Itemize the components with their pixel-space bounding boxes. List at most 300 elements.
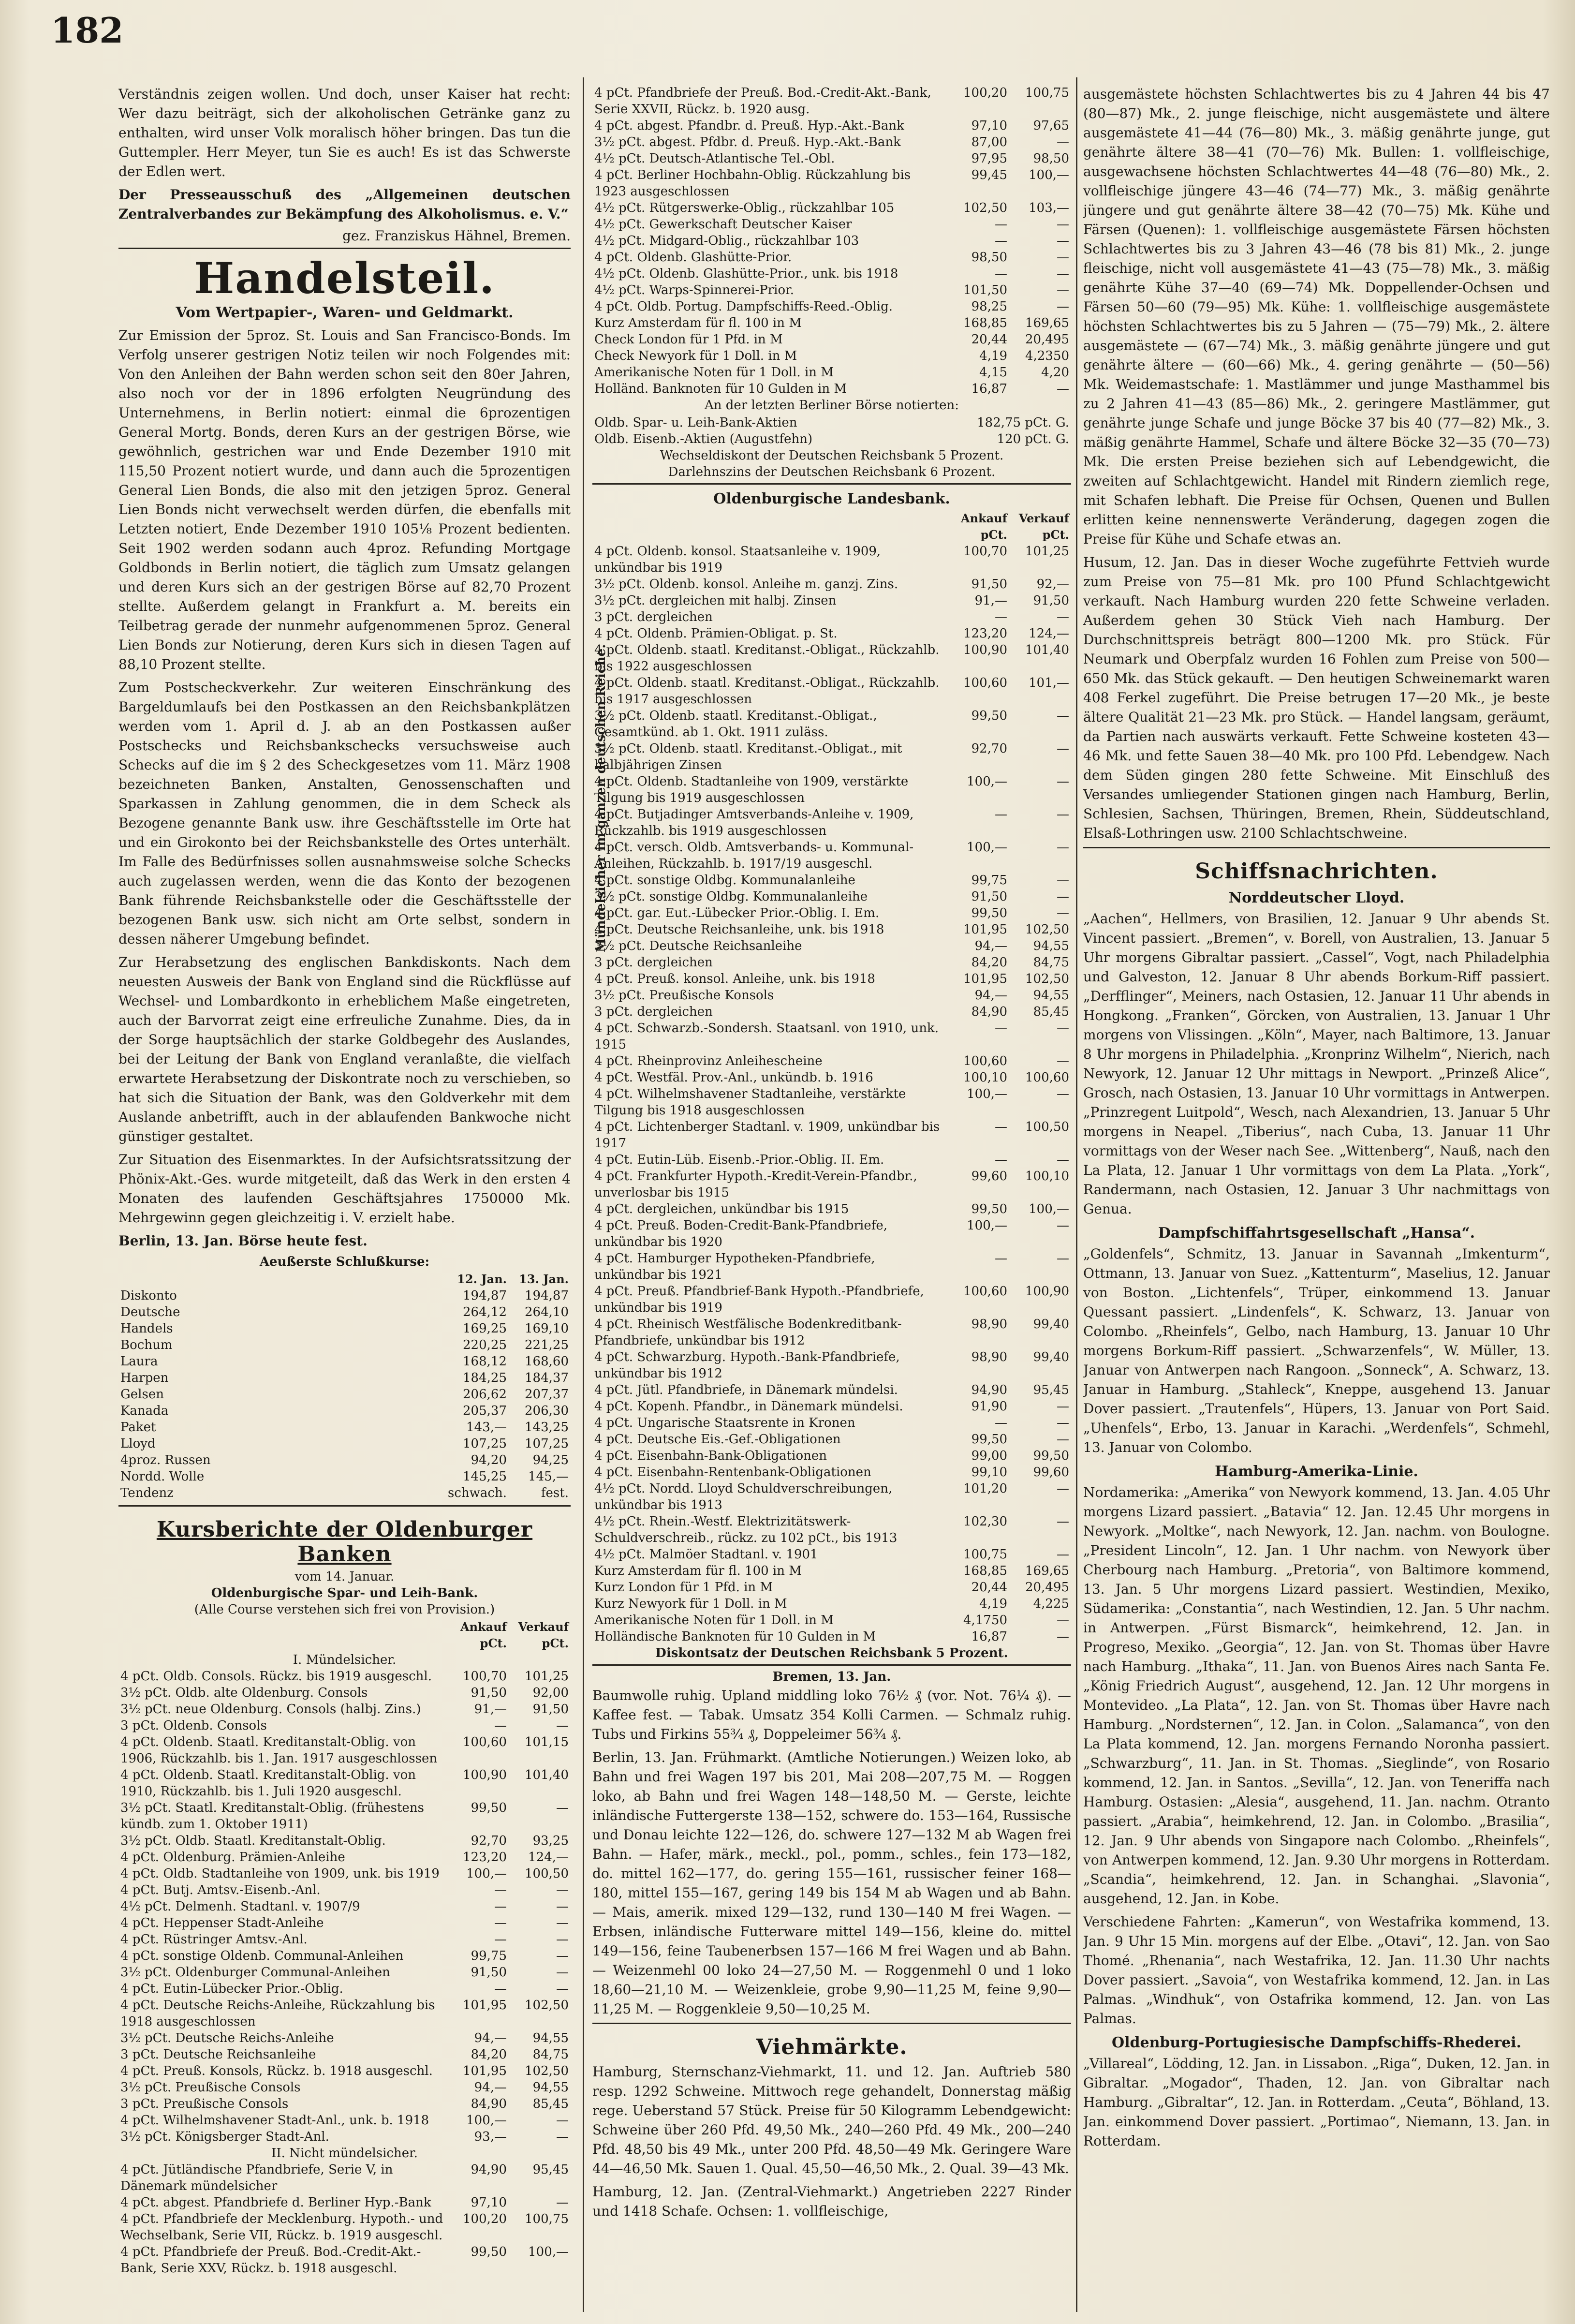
table-row <box>592 1579 1071 1596</box>
row-value: 99,40 <box>1033 1350 1069 1364</box>
table-row <box>118 2096 571 2112</box>
row-value: 94,— <box>974 939 1007 953</box>
table-row <box>592 118 1071 134</box>
table-row <box>592 1382 1071 1398</box>
row-value: 101,— <box>1029 676 1069 690</box>
row-value: 84,90 <box>471 2097 507 2111</box>
row-value: 169,65 <box>1025 316 1069 330</box>
row-value: — <box>1057 906 1069 920</box>
row-value: 85,45 <box>1033 1005 1069 1019</box>
table-row <box>592 364 1071 381</box>
table-row <box>592 971 1071 987</box>
row-value: — <box>1057 1432 1069 1447</box>
row-value: 107,25 <box>525 1436 569 1451</box>
row-value: 264,12 <box>463 1305 507 1319</box>
row-value: 99,45 <box>971 168 1007 182</box>
row-label: 4 pCt. versch. Oldb. Amtsverbands- u. Kommunal-Anleihen, Rückzahlb. b. 1917/19 ausgeschl. <box>594 840 914 871</box>
row-value: — <box>995 1021 1007 1036</box>
table-row <box>118 2063 571 2079</box>
row-value: — <box>995 1416 1007 1430</box>
row-value: — <box>1057 1547 1069 1562</box>
row-value: 124,— <box>1029 626 1069 641</box>
table-row <box>592 987 1071 1004</box>
row-value: 99,10 <box>971 1465 1007 1480</box>
table-row <box>118 1833 571 1849</box>
table-row <box>118 2046 571 2063</box>
table-row <box>118 1320 571 1337</box>
table-row <box>592 315 1071 331</box>
row-value: 99,50 <box>1033 1449 1069 1463</box>
row-value: — <box>1057 299 1069 314</box>
row-value: 100,70 <box>963 544 1007 559</box>
row-value: 16,87 <box>971 382 1007 396</box>
row-value: 102,50 <box>525 2064 569 2078</box>
row-label: 3½ pCt. sonstige Oldbg. Kommunalanleihe <box>594 889 868 904</box>
row-label: Kurz Amsterdam für fl. 100 in M <box>594 316 802 330</box>
berliner-head: An der letzten Berliner Börse notierten: <box>704 398 959 413</box>
row-value: 207,37 <box>525 1387 569 1402</box>
row-value: — <box>494 1718 507 1733</box>
table-row <box>118 1337 571 1353</box>
row-value: 94,55 <box>1033 988 1069 1003</box>
row-value: — <box>1057 1481 1069 1496</box>
oldb-table <box>118 1619 571 2277</box>
row-value: 92,70 <box>471 1834 507 1848</box>
row-value: 102,50 <box>1025 922 1069 937</box>
table-row <box>592 888 1071 905</box>
row-label: 3½ pCt. Oldenburger Communal-Anleihen <box>120 1965 390 1980</box>
table-row <box>118 1882 571 1898</box>
row-label: 4 pCt. Jütländische Pfandbriefe, Serie V, in Dänemark mündelsicher <box>120 2162 393 2193</box>
row-value: 102,30 <box>963 1514 1007 1529</box>
table-row <box>592 249 1071 266</box>
row-value: — <box>995 610 1007 624</box>
berlin-exchange-head: Berlin, 13. Jan. Börse heute fest. <box>118 1233 368 1249</box>
table-row <box>118 1386 571 1403</box>
table-row <box>118 1800 571 1833</box>
row-value: 20,44 <box>971 332 1007 347</box>
row-label: Check London für 1 Pfd. in M <box>594 332 783 347</box>
row-value: 168,85 <box>963 1564 1007 1578</box>
column-3 <box>1083 85 1550 2314</box>
vieh-text: Hamburg, Sternschanz-Viehmarkt, 11. und 12. Jan. Auftrieb 580 resp. 1292 Schweine. Mittwoch rege gehandelt, Donnerstag mäßig rege. Ueberstand 57 Stück. Preise für 50 Kilogramm Lebendgewicht: Schweine über 260 Pfd. 49,50 Mk., 240—260 Pfd. 49 Mk., 200—240 Pfd. 48,50 bis 49 Mk., unter 200 Pfd. 48,50—49 Mk. Geringere Ware 44—46,50 Mk. Sauen 1. Qual. 45,50—46,50 Mk., 2. Qual. 39—43 Mk. <box>592 2064 1071 2176</box>
row-value: 102,50 <box>963 201 1007 215</box>
row-label: 4½ pCt. Deutsch-Atlantische Tel.-Obl. <box>594 151 835 166</box>
table-row <box>592 431 1071 447</box>
berliner-table <box>592 414 1071 447</box>
row-label: 4 pCt. Rüstringer Amtsv.-Anl. <box>120 1932 308 1947</box>
row-label: 3½ pCt. Oldb. Staatl. Kreditanstalt-Oblig. <box>120 1834 386 1848</box>
table-row <box>592 381 1071 397</box>
row-value: 91,50 <box>1033 593 1069 608</box>
row-label: 3½ pCt. Preußische Konsols <box>594 988 774 1003</box>
row-label: Holländ. Banknoten für 10 Gulden in M <box>594 382 847 396</box>
wechsel-diskont: Wechseldiskont der Deutschen Reichsbank 5 Prozent. <box>660 448 1004 463</box>
table-row <box>592 1628 1071 1645</box>
vieh-continued: ausgemästete höchsten Schlachtwertes bis zu 4 Jahren 44 bis 47 (80—87) Mk., 2. junge fleischige, nicht ausgemästete und ältere ausgemästete 41—44 (76—80) Mk., 3. mäßig genährte junge, gut genährte ältere 38—41 (70—76) Mk. Bullen: 1. vollfleischige, ausgewachsene höchsten Schlachtwertes 44—48 (76—80) Mk., 2. vollfleischige jüngere 43—46 (74—77) Mk., 3. mäßig genährte jüngere und gut genährte ältere 38—42 (70—75) Mk. Kühe und Färsen (Quenen): 1. vollfleischige ausgemästete Färsen höchsten Schlachtwertes bis zu 3 Jahren 43—46 (78 bis 81) Mk., 2. junge fleischige, nicht voll ausgemästete 41—43 (75—78) Mk., 3. mäßig genährte Kühe 37—40 (69—74) Mk. Doppellender-Ochsen und Färsen 50—60 (79—95) Mk. Kühe: 1. vollfleischige ausgemästete höchsten Schlachtwertes bis zu 5 Jahren — (75—79) Mk., 2. ältere ausgemästete — (67—74) Mk., 3. mäßig genährte jüngere und gut genährte ältere — (60—66) Mk., 4. gering genährte — (50—56) Mk. Weidemastschafe: 1. Mastlämmer und junge Masthammel bis zu 2 Jahren 41—43 (85—86) Mk., 2. geringere Mastlämmer, gut genährte junge Schafe und junge Böcke 37 bis 40 (77—82) Mk., 3. mäßig genährte Hammel, Schafe und ältere Böcke 32—35 (70—73) Mk. Die ersten Preise beziehen sich auf Lebendgewicht, die zweiten auf Schlachtgewicht. Handel mit Rindern ziemlich rege, mit Schafen lebhaft. Die Preise für Ochsen, Quenen und Bullen erlitten keine nennenswerte Veränderung, dagegen zogen die Preise für Kühe und Schafe etwas an. <box>1083 86 1550 547</box>
row-label: 4 pCt. Rheinisch Westfälische Bodenkreditbank-Pfandbriefe, unkündbar bis 1912 <box>594 1317 902 1348</box>
row-label: 4½ pCt. Gewerkschaft Deutscher Kaiser <box>594 217 852 232</box>
row-value: 93,25 <box>532 1834 569 1848</box>
row-value: 101,15 <box>525 1735 569 1749</box>
table-row <box>118 1403 571 1419</box>
row-value: — <box>1057 1416 1069 1430</box>
row-label: 4 pCt. abgest. Pfandbr. d. Preuß. Hyp.-Akt.-Bank <box>594 118 904 133</box>
row-value: 84,90 <box>971 1005 1007 1019</box>
row-value: — <box>1057 234 1069 248</box>
row-value: 120 pCt. G. <box>997 432 1069 446</box>
row-value: — <box>1057 1218 1069 1233</box>
row-value: 95,45 <box>1033 1383 1069 1397</box>
table-row <box>592 773 1071 806</box>
row-value: — <box>556 2195 569 2210</box>
row-label: Gelsen <box>120 1387 164 1402</box>
row-value: 205,37 <box>463 1404 507 1418</box>
row-value: 4,20 <box>1041 365 1069 380</box>
row-value: 100,10 <box>1025 1169 1069 1184</box>
table-row <box>118 2244 571 2277</box>
row-value: 84,75 <box>532 2047 569 2062</box>
row-value: 100,90 <box>1025 1284 1069 1299</box>
row-label: 4½ pCt. Nordd. Lloyd Schuldverschreibungen, unkündbar bis 1913 <box>594 1481 893 1512</box>
row-value: 101,25 <box>1025 544 1069 559</box>
table-row <box>118 2112 571 2129</box>
kurse-col-header: 12. Jan. <box>457 1272 507 1286</box>
article-paragraph: Zum Postscheckverkehr. Zur weiteren Einschränkung des Bargeldumlaufs bei den Postkassen an den Reichsbankplätzen werden vom 1. April d. J. ab an den Postkassen außer Postschecks und Reichsbankschecks versuchsweise auch Schecks auf die im § 2 des Scheckgesetzes vom 11. März 1908 bezeichneten Banken, Anstalten, Genossenschaften und Sparkassen in Zahlung genommen, die in dem Scheck als Bezogene genannte Bank usw. ihre Geschäftsstelle im Orte hat und ein Girokonto bei der Reichsbankstelle des Ortes unterhält. Im Falle des Bedürfnisses sollen ausnahmsweise solche Schecks auch zugelassen werden, wenn die das Konto der bezogenen Bank führende Reichsbankstelle oder die Geschäftsstelle der bezogenen Bank usw. sich nicht am Orte selbst, sondern in dessen näherer Umgebung befindet. <box>118 680 571 947</box>
row-label: 4 pCt. Jütl. Pfandbriefe, in Dänemark mündelsi. <box>594 1383 898 1397</box>
row-label: 4 pCt. Oldenb. Staatl. Kreditanstalt-Oblig. von 1910, Rückzahlb. bis 1. Juli 1920 ausgeschl. <box>120 1768 416 1799</box>
landesbank-title: Oldenburgische Landesbank. <box>713 490 950 507</box>
row-value: — <box>556 1965 569 1980</box>
table-row <box>592 1596 1071 1612</box>
row-value: 100,— <box>1029 1202 1069 1216</box>
row-label: 4 pCt. Oldenb. Staatl. Kreditanstalt-Oblig. von 1906, Rückzahlb. bis 1. Jan. 1917 ausgeschlossen <box>120 1735 438 1766</box>
row-value: 100,75 <box>525 2212 569 2226</box>
row-value: 100,50 <box>1025 1120 1069 1134</box>
row-value: — <box>995 234 1007 248</box>
table-row <box>118 1964 571 1981</box>
row-label: Holländische Banknoten für 10 Gulden in M <box>594 1629 876 1644</box>
row-label: Amerikanische Noten für 1 Doll. in M <box>594 365 834 380</box>
row-value: 206,30 <box>525 1404 569 1418</box>
row-label: 4½ pCt. Delmenh. Stadtanl. v. 1907/9 <box>120 1899 360 1914</box>
row-value: 100,— <box>1029 168 1069 182</box>
row-label: Laura <box>120 1354 158 1369</box>
row-label: 4 pCt. Frankfurter Hypoth.-Kredit-Verein-Pfandbr., unverlosbar bis 1915 <box>594 1169 917 1200</box>
row-label: Kanada <box>120 1404 169 1418</box>
row-value: 168,85 <box>963 316 1007 330</box>
table-row <box>592 1398 1071 1415</box>
row-value: 94,55 <box>532 2080 569 2095</box>
table-row <box>592 592 1071 609</box>
table-row <box>592 675 1071 708</box>
row-label: 3½ pCt. Deutsche Reichs-Anleihe <box>120 2031 334 2045</box>
row-value: — <box>1057 807 1069 822</box>
row-label: 3½ pCt. neue Oldenburg. Consols (halbj. Zins.) <box>120 1702 421 1717</box>
row-value: 101,95 <box>963 972 1007 986</box>
row-label: 4 pCt. Wilhelmshavener Stadtanleihe, verstärkte Tilgung bis 1918 ausgeschlossen <box>594 1087 906 1118</box>
row-value: — <box>1057 1514 1069 1529</box>
oldb-date: vom 14. Januar. <box>294 1569 395 1584</box>
table-row <box>118 1452 571 1468</box>
row-label: 4 pCt. Oldenb. staatl. Kreditanst.-Obligat., Rückzahlb. bis 1917 ausgeschlossen <box>594 676 940 707</box>
table-row <box>118 1948 571 1964</box>
row-value: 84,75 <box>1033 955 1069 970</box>
row-value: 101,95 <box>463 2064 507 2078</box>
row-value: 94,— <box>474 2080 507 2095</box>
row-label: Kurz London für 1 Pfd. in M <box>594 1580 773 1595</box>
row-value: 20,495 <box>1025 1580 1069 1595</box>
row-label: 4 pCt. Deutsche Reichsanleihe, unk. bis 1918 <box>594 922 884 937</box>
row-value: 91,50 <box>471 1965 507 1980</box>
row-value: 184,37 <box>525 1371 569 1385</box>
row-value: — <box>1057 283 1069 297</box>
row-value: 184,25 <box>463 1371 507 1385</box>
row-value: 99,00 <box>971 1449 1007 1463</box>
row-label: Deutsche <box>120 1305 180 1319</box>
row-label: 4 pCt. Butjadinger Amtsverbands-Anleihe v. 1909, Rückzahlb. bis 1919 ausgeschlossen <box>594 807 914 838</box>
hapag-text: Nordamerika: „Amerika“ von Newyork kommend, 13. Jan. 4.05 Uhr morgens Lizard passiert. „Batavia“ 12. Jan. 12.45 Uhr morgens in Newyork. „Moltke“, nach Newyork, 12. Jan. nachm. von Boulogne. „President Lincoln“, 12. Jan. 1 Uhr nachm. von Newyork über Cherbourg nach Hamburg. „Pretoria“, von Baltimore kommend, 13. Jan. 5 Uhr morgens Lizard passiert. Westindien, Mexiko, Südamerika: „Constantia“, nach Westindien, 12. Jan. 5 Uhr nachm. in Antwerpen. „Fürst Bismarck“, heimkehrend, 12. Jan. in Progreso, Mexiko. „Georgia“, 12. Jan. von St. Thomas über Havre nach Hamburg. „Ithaka“, 11. Jan. von Buenos Aires nach Santa Fe. „König Friedrich August“, ausgehend, 12. Jan. 12 Uhr morgens in Montevideo. „La Plata“, 12. Jan. von St. Thomas über Havre nach Hamburg. „Nordsternen“, 12. Jan. in Colon. „Salamanca“, von den La Plata kommend, 12. Jan. morgens Fernando Noronha passiert. „Schwarzburg“, 11. Jan. in St. Thomas. „Sieglinde“, von Rosario kommend, 12. Jan. in Santos. „Sevilla“, 12. Jan. von Teneriffa nach Hamburg. Ostasien: „Alesia“, ausgehend, 11. Jan. nachm. Otranto passiert. „Arabia“, heimkehrend, 12. Jan. in Colombo. „Brasilia“, 12. Jan. 9 Uhr abends von Singapore nach Colombo. „Rheinfels“, von Antwerpen kommend, 12. Jan. 9.30 Uhr morgens in Rotterdam. „Scandia“, heimkehrend, 12. Jan. in Schanghai. „Slavonia“, ausgehend, 12. Jan. in Kobe. <box>1083 1484 1550 1907</box>
row-label: 4 pCt. Schwarzb.-Sondersh. Staatsanl. von 1910, unk. 1915 <box>594 1021 939 1052</box>
table-row <box>592 1069 1071 1086</box>
table-row <box>592 167 1071 200</box>
table-row <box>592 839 1071 872</box>
row-value: 100,70 <box>463 1669 507 1684</box>
divider <box>592 1664 1071 1666</box>
row-label: 4 pCt. dergleichen, unkündbar bis 1915 <box>594 1202 849 1216</box>
row-value: 91,— <box>974 593 1007 608</box>
row-label: 3 pCt. Oldenb. Consols <box>120 1718 267 1733</box>
table-row <box>592 1448 1071 1464</box>
row-value: — <box>995 1153 1007 1167</box>
row-label: 3½ pCt. dergleichen mit halbj. Zinsen <box>594 593 837 608</box>
row-value: 168,60 <box>525 1354 569 1369</box>
row-value: 4,19 <box>979 1597 1007 1611</box>
row-value: — <box>494 1916 507 1930</box>
row-label: 4 pCt. sonstige Oldbg. Kommunalanleihe <box>594 873 855 888</box>
hansa-head: Dampfschiffahrtsgesellschaft „Hansa“. <box>1158 1225 1475 1242</box>
row-value: 169,10 <box>525 1321 569 1336</box>
row-value: 100,90 <box>963 643 1007 657</box>
row-label: Oldb. Eisenb.-Aktien (Augustfehn) <box>594 432 813 446</box>
table-row <box>118 1915 571 1931</box>
row-value: — <box>494 1899 507 1914</box>
row-label: 4 pCt. Eutin-Lüb. Eisenb.-Prior.-Oblig. II. Em. <box>594 1153 884 1167</box>
row-value: 91,50 <box>971 889 1007 904</box>
row-value: 4,225 <box>1033 1597 1069 1611</box>
row-value: 100,20 <box>463 2212 507 2226</box>
row-value: — <box>556 1982 569 1996</box>
row-value: 100,20 <box>963 86 1007 100</box>
table-row <box>118 1849 571 1865</box>
table-row <box>592 1464 1071 1480</box>
row-value: — <box>556 2113 569 2128</box>
row-value: 264,10 <box>525 1305 569 1319</box>
row-value: 98,90 <box>971 1317 1007 1332</box>
row-value: — <box>995 1251 1007 1266</box>
row-value: 99,60 <box>1033 1465 1069 1480</box>
schiffsnachrichten-title: Schiffsnachrichten. <box>1195 859 1438 884</box>
row-label: 4 pCt. Eisenbahn-Bank-Obligationen <box>594 1449 827 1463</box>
row-label: 4 pCt. Wilhelmshavener Stadt-Anl., unk. b. 1918 <box>120 2113 429 2128</box>
row-value: 101,40 <box>1025 643 1069 657</box>
row-label: Oldb. Spar- u. Leih-Bank-Aktien <box>594 415 797 430</box>
row-label: 4 pCt. Lichtenberger Stadtanl. v. 1909, unkündbar bis 1917 <box>594 1120 940 1151</box>
table-row <box>118 1717 571 1734</box>
table-row <box>592 543 1071 576</box>
table-row <box>592 1431 1071 1448</box>
row-value: — <box>556 1899 569 1914</box>
row-value: 98,50 <box>971 250 1007 265</box>
row-value: 100,75 <box>963 1547 1007 1562</box>
row-value: 99,50 <box>971 906 1007 920</box>
row-label: Kurz Amsterdam für fl. 100 in M <box>594 1564 802 1578</box>
table-row <box>592 642 1071 675</box>
table-row <box>592 1349 1071 1382</box>
viehmaerkte-title: Viehmärkte. <box>756 2035 908 2059</box>
table-row <box>592 806 1071 839</box>
row-label: Amerikanische Noten für 1 Doll. in M <box>594 1613 834 1628</box>
row-label: 4 pCt. Preuß. Boden-Credit-Bank-Pfandbriefe, unkündbar bis 1920 <box>594 1218 887 1249</box>
table-row <box>592 609 1071 625</box>
row-value: 4,2350 <box>1025 349 1069 363</box>
row-value: — <box>556 1932 569 1947</box>
table-row <box>118 1668 571 1685</box>
row-label: 3½ pCt. Oldenb. konsol. Anleihe m. ganzj. Zins. <box>594 577 898 592</box>
row-value: 92,00 <box>532 1686 569 1700</box>
row-value: — <box>995 1120 1007 1134</box>
oldb-section: I. Mündelsicher. <box>293 1653 397 1667</box>
securities-table-top <box>592 85 1071 397</box>
row-value: 102,50 <box>1025 972 1069 986</box>
column-divider <box>1076 77 1077 2312</box>
portug-text: „Villareal“, Lödding, 12. Jan. in Lissabon. „Riga“, Duken, 12. Jan. in Gibraltar. „Mogador“, Thaden, 12. Jan. von Gibraltar nach Hamburg. „Gibraltar“, 12. Jan. in Rotterdam. „Ceuta“, Böhland, 13. Jan. einkommend Dover passiert. „Portimao“, Niemann, 13. Jan. in Rotterdam. <box>1083 2056 1550 2149</box>
row-value: 20,495 <box>1025 332 1069 347</box>
row-value: 99,50 <box>471 1801 507 1815</box>
row-value: 99,50 <box>971 709 1007 723</box>
row-label: Handels <box>120 1321 173 1336</box>
bremen-head: Bremen, 13. Jan. <box>772 1670 891 1684</box>
row-label: 4 pCt. Pfandbriefe der Preuß. Bod.-Credit-Akt.-Bank, Serie XXV, Rückz. b. 1918 ausgeschl. <box>120 2245 421 2276</box>
row-value: 194,87 <box>463 1288 507 1303</box>
row-label: 4 pCt. Rheinprovinz Anleihescheine <box>594 1054 823 1068</box>
table-row <box>592 331 1071 348</box>
row-value: — <box>1057 250 1069 265</box>
table-row <box>118 1997 571 2030</box>
table-row <box>118 1734 571 1767</box>
row-value: 94,90 <box>971 1383 1007 1397</box>
table-row <box>118 1898 571 1915</box>
row-value: 4,1750 <box>963 1613 1007 1628</box>
row-label: 4 pCt. Deutsche Reichs-Anleihe, Rückzahlung bis 1918 ausgeschlossen <box>120 1998 435 2029</box>
row-label: 4 pCt. Oldenb. staatl. Kreditanst.-Obligat., Rückzahlb. bis 1922 ausgeschlossen <box>594 643 940 674</box>
row-value: 94,25 <box>532 1453 569 1467</box>
lloyd-head: Norddeutscher Lloyd. <box>1228 889 1405 906</box>
row-value: 143,— <box>466 1420 507 1435</box>
table-row <box>592 1086 1071 1119</box>
intro-paragraph: Der Presseausschuß des „Allgemeinen deutschen Zentralverbandes zur Bekämpfung des Alkoholismus. e. V.“ <box>118 187 571 222</box>
oldb-section: II. Nicht mündelsicher. <box>271 2146 418 2161</box>
row-value: 97,65 <box>1033 118 1069 133</box>
row-value: — <box>556 1718 569 1733</box>
table-row <box>592 1250 1071 1283</box>
row-value: 99,60 <box>971 1169 1007 1184</box>
table-row <box>592 1415 1071 1431</box>
row-value: 124,— <box>528 1850 569 1865</box>
row-value: 102,50 <box>525 1998 569 2013</box>
row-label: 4 pCt. Butj. Amtsv.-Eisenb.-Anl. <box>120 1883 321 1897</box>
table-row <box>592 1513 1071 1546</box>
versch-text: Verschiedene Fahrten: „Kamerun“, von Westafrika kommend, 13. Jan. 9 Uhr 15 Min. morgens auf der Elbe. „Otavi“, 12. Jan. von Sao Thomé. „Rhenania“, nach Westafrika, 12. Jan. 11.30 Uhr nachts Dover passiert. „Savoia“, von Westafrika kommend, 12. Jan. in Las Palmas. „Windhuk“, von Ostafrika kommend, 12. Jan. von Las Palmas. <box>1083 1914 1550 2027</box>
row-label: 4 pCt. Oldenb. Stadtanleihe von 1909, verstärkte Tilgung bis 1919 ausgeschlossen <box>594 774 909 805</box>
divider <box>118 1505 571 1507</box>
signature: gez. Franziskus Hähnel, Bremen. <box>342 228 571 244</box>
row-value: — <box>556 2130 569 2144</box>
table-row <box>592 150 1071 167</box>
intro-paragraph: Verständnis zeigen wollen. Und doch, unser Kaiser hat recht: Wer dazu beiträgt, sich der alkoholischen Getränke ganz zu enthalten, wird unser Volk moralisch höher bringen. Das tun die Guttempler. Herr Meyer, tun Sie es auch! Es ist das Schwerste der Edlen wert. <box>118 86 571 179</box>
row-label: 3½ pCt. Preußische Consols <box>120 2080 301 2095</box>
row-label: 3½ pCt. Oldenb. staatl. Kreditanst.-Obligat., Gesamtkünd. ab 1. Okt. 1911 zuläss. <box>594 709 877 740</box>
lloyd-text: „Aachen“, Hellmers, von Brasilien, 12. Januar 9 Uhr abends St. Vincent passiert. „Bremen“, v. Borell, von Australien, 13. Januar 5 Uhr morgens Gibraltar passiert. „Cassel“, Vogt, nach Philadelphia und Galveston, 12. Januar 8 Uhr abends Borkum-Riff passiert. „Derfflinger“, Meiners, nach Ostasien, 12. Januar 11 Uhr abends in Hongkong. „Franken“, Görcken, von Australien, 13. Januar 1 Uhr morgens von Vlissingen. „Köln“, Mayer, nach Baltimore, 13. Januar 8 Uhr morgens in Philadelphia. „Kronprinz Wilhelm“, Nierich, nach Newyork, 12. Januar 12 Uhr mittags in Newport. „Prinzeß Alice“, Grosch, nach Ostasien, 13. Januar 10 Uhr vormittags in Antwerpen. „Prinzregent Luitpold“, Wesch, nach Alexandrien, 13. Januar 5 Uhr morgens in Neapel. „Tiberius“, nach Cuba, 13. Januar 11 Uhr vormittags von der Weser nach See. „Wittenberg“, Nauß, nach den La Plata, 12. Januar 1 Uhr vormittags von dem La Plata. „York“, Randermann, nach Ostasien, 12. Januar 3 Uhr nachmittags von Genua. <box>1083 911 1550 1217</box>
row-label: 4 pCt. Oldenb. Glashütte-Prior. <box>594 250 792 265</box>
row-label: 4 pCt. Deutsche Eis.-Gef.-Obligationen <box>594 1432 841 1447</box>
table-row <box>592 921 1071 938</box>
row-value: — <box>1057 1251 1069 1266</box>
row-label: 4 pCt. Eisenbahn-Rentenbank-Obligationen <box>594 1465 871 1480</box>
row-value: — <box>1057 1613 1069 1628</box>
row-label: 4 pCt. Preuß. Pfandbrief-Bank Hypoth.-Pfandbriefe, unkündbar bis 1919 <box>594 1284 924 1315</box>
row-value: — <box>556 1949 569 1963</box>
table-row <box>592 282 1071 298</box>
row-label: 3½ pCt. Oldb. alte Oldenburg. Consols <box>120 1686 368 1700</box>
row-label: 4 pCt. Oldenb. konsol. Staatsanleihe v. 1909, unkündbar bis 1919 <box>594 544 881 575</box>
divider <box>118 248 571 249</box>
table-row <box>592 1004 1071 1020</box>
row-value: — <box>1057 610 1069 624</box>
row-label: 4 pCt. Preuß. Konsols, Rückz. b. 1918 ausgeschl. <box>120 2064 433 2078</box>
row-value: 91,90 <box>971 1399 1007 1414</box>
column-2 <box>592 85 1071 2314</box>
row-label: 4 pCt. Westfäl. Prov.-Anl., unkündb. b. 1916 <box>594 1070 873 1085</box>
row-value: 100,60 <box>463 1735 507 1749</box>
row-value: 95,45 <box>532 2162 569 2177</box>
row-value: 4,15 <box>979 365 1007 380</box>
divider <box>592 2023 1071 2024</box>
table-row <box>592 1612 1071 1628</box>
row-value: — <box>556 1883 569 1897</box>
row-value: 16,87 <box>971 1629 1007 1644</box>
row-label: Tendenz <box>120 1486 174 1500</box>
row-label: 4 pCt. gar. Eut.-Lübecker Prior.-Oblig. I. Em. <box>594 906 880 920</box>
row-value: 91,50 <box>971 577 1007 592</box>
row-value: 100,10 <box>963 1070 1007 1085</box>
row-label: 3½ pCt. Oldenb. staatl. Kreditanst.-Obligat., mit halbjährigen Zinsen <box>594 741 902 772</box>
oldb-banks-title: Kursberichte der Oldenburger Banken <box>156 1517 533 1567</box>
table-row <box>592 298 1071 315</box>
row-value: 98,90 <box>971 1350 1007 1364</box>
article-paragraph: Zur Situation des Eisenmarktes. In der Aufsichtsratssitzung der Phönix-Akt.-Ges. wurde mitgeteilt, daß das Werk in den ersten 4 Monaten des laufenden Geschäftsjahres 1750000 Mk. Mehrgewinn gegen gleichzeitig i. V. erzielt habe. <box>118 1152 571 1226</box>
table-row <box>118 2211 571 2244</box>
row-value: 182,75 pCt. G. <box>977 415 1069 430</box>
table-row <box>592 1217 1071 1250</box>
row-value: 20,44 <box>971 1580 1007 1595</box>
row-label: Kurz Newyork für 1 Doll. in M <box>594 1597 787 1611</box>
table-row <box>592 1201 1071 1217</box>
row-label: 4 pCt. Ungarische Staatsrente in Kronen <box>594 1416 855 1430</box>
row-value: — <box>494 1932 507 1947</box>
table-row <box>118 1685 571 1701</box>
row-value: 145,25 <box>463 1469 507 1484</box>
